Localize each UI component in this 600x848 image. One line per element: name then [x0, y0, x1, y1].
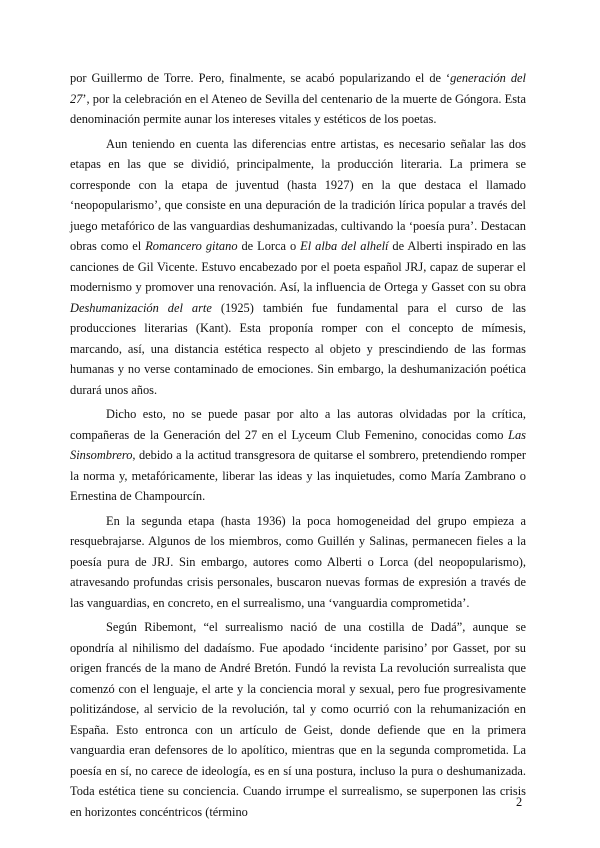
text-run: de Lorca o — [237, 239, 301, 253]
paragraph-5 — [70, 617, 526, 822]
paragraph-3 — [70, 404, 526, 507]
page-number: 2 — [516, 795, 523, 809]
italic-title: generación del 27 — [70, 71, 526, 106]
text-run: de Alberti inspirado en las canciones de Gil Vicente. Estuvo encabezado por el poeta español JRJ, capaz de superar el modernismo y promover una renovación. Así, la influencia de Ortega y Gasset con su obra — [70, 239, 526, 294]
text-run: (1925) también fue fundamental para el curso de las producciones literarias (Kant). Esta proponía romper con el concepto de mímesis, marcando, así, una distancia estética respecto al objeto y prescindiendo de las formas humanas y no verse contaminado de emociones. Sin embargo, la deshumanización poética durará unos años. — [70, 300, 526, 397]
text-run: Aun teniendo en cuenta las diferencias entre artistas, es necesario señalar las dos etapas en las que se dividió, principalmente, la producción literaria. La primera se corresponde con la etapa de juventud (hasta 1927) en la que destaca el llamado ‘neopopularismo’, que consiste en una depuración de la tradición lírica popular a través del juego metafórico de las vanguardias deshumanizadas, cultivando la ‘poesía pura’. Destacan obras como el — [70, 136, 526, 253]
italic-title: Las Sinsombrero — [70, 427, 526, 462]
paragraph-1 — [70, 68, 526, 130]
paragraph-4 — [70, 511, 526, 614]
italic-title: Deshumanización del arte — [70, 300, 212, 315]
italic-title: Romancero gitano — [145, 239, 238, 253]
text-run: por Guillermo de Torre. Pero, finalmente, se acabó popularizando el de ‘ — [70, 71, 451, 85]
text-run: Según Ribemont, “el surrealismo nació de una costilla de Dadá”, aunque se opondría al nihilismo del dadaísmo. Fue apodado ‘incidente parisino’ por Gasset, por su origen francés de la mano de André Bretón. Fundó la revista La revolución surrealista que comenzó con el lenguaje, el arte y la conciencia moral y sexual, pero fue progresivamente politizándose, al servicio de la revolución, tal y como ocurrió con la rehumanización en España. Esto entronca con un artículo de Geist, donde defiende que en la primera vanguardia eran defensores de lo apolítico, mientras que en la segunda comprometida. La poesía en sí, no carece de ideología, es en sí una postura, incluso la pura o deshumanizada. Toda estética tiene su conciencia. Cuando irrumpe el surrealismo, se superponen las crisis en horizontes concéntricos (término — [70, 620, 526, 819]
paragraph-2 — [70, 134, 526, 401]
text-run: ’, por la celebración en el Ateneo de Sevilla del centenario de la muerte de Góngora. Esta denominación permite aunar los intereses vitales y estéticos de los poetas. — [70, 91, 526, 126]
italic-title: El alba del alhelí — [300, 239, 389, 253]
text-run: En la segunda etapa (hasta 1936) la poca homogeneidad del grupo empieza a resquebrajarse. Algunos de los miembros, como Guillén y Salinas, permanecen fieles a la poesía pura de JRJ. Sin embargo, autores como Alberti o Lorca (del neopopularismo), atravesando profundas crisis personales, buscaron nuevas formas de expresión a través de las vanguardias, en concreto, en el surrealismo, una ‘vanguardia comprometida’. — [70, 513, 526, 610]
document-body — [70, 68, 526, 822]
text-run: , debido a la actitud transgresora de quitarse el sombrero, pretendiendo romper la norma y, metafóricamente, liberar las ideas y las inquietudes, como María Zambrano o Ernestina de Champourcín. — [70, 448, 526, 503]
text-run: Dicho esto, no se puede pasar por alto a las autoras olvidadas por la crítica, compañeras de la Generación del 27 en el Lyceum Club Femenino, conocidas como — [70, 407, 526, 442]
